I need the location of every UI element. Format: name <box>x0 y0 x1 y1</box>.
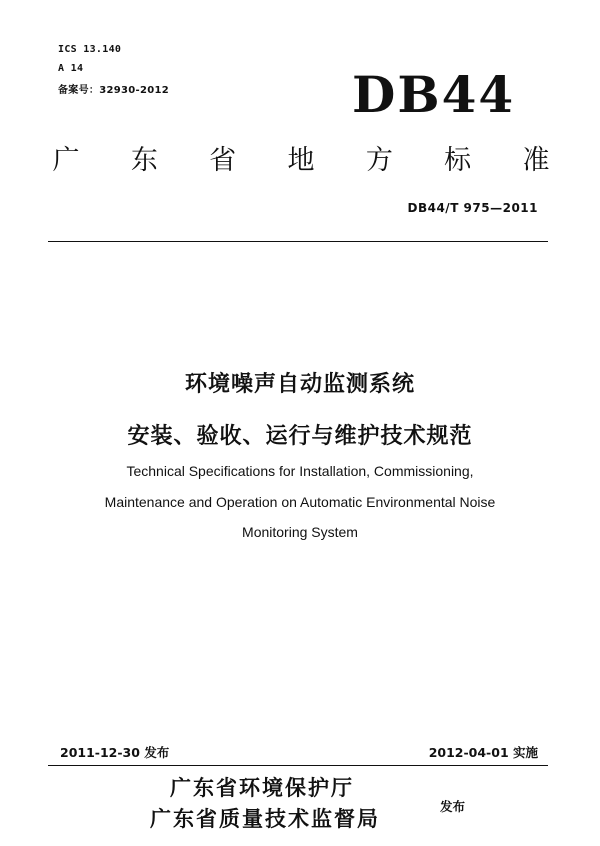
standard-type-heading <box>46 141 556 181</box>
chinese-title-line-2: 安装、验收、运行与维护技术规范 <box>127 424 473 449</box>
bottom-divider <box>48 765 548 766</box>
issuer-quality-bureau: 广东省质量技术监督局 <box>150 806 380 831</box>
standard-type-char: 方 <box>365 145 393 176</box>
classification-code: A 14 <box>58 63 84 74</box>
standard-type-char: 准 <box>522 145 550 176</box>
publish-label: 发布 <box>440 799 466 814</box>
chinese-title-line-1: 环境噪声自动监测系统 <box>184 372 415 397</box>
ics-code: ICS 13.140 <box>58 44 122 55</box>
standard-number: DB44/T 975—2011 <box>407 201 538 215</box>
top-divider <box>48 241 548 242</box>
standard-type-char: 地 <box>287 145 315 176</box>
standard-code-logo: DB44 <box>352 65 516 124</box>
standard-type-char: 标 <box>444 145 472 176</box>
standard-type-char: 省 <box>209 145 237 176</box>
english-title-line-1: Technical Specifications for Installation, Commissioning, <box>126 463 474 479</box>
record-number: 备案号：32930-2012 <box>58 85 169 96</box>
issue-date: 2011-12-30 发布 <box>60 745 170 760</box>
standard-type-char: 广 <box>52 145 80 176</box>
issuer-environment-department: 广东省环境保护厅 <box>170 775 354 800</box>
english-title-line-2: Maintenance and Operation on Automatic Environmental Noise <box>104 494 496 510</box>
implementation-date: 2012-04-01 实施 <box>428 745 538 760</box>
standard-type-char: 东 <box>130 145 158 176</box>
english-title-line-3: Monitoring System <box>242 524 358 540</box>
